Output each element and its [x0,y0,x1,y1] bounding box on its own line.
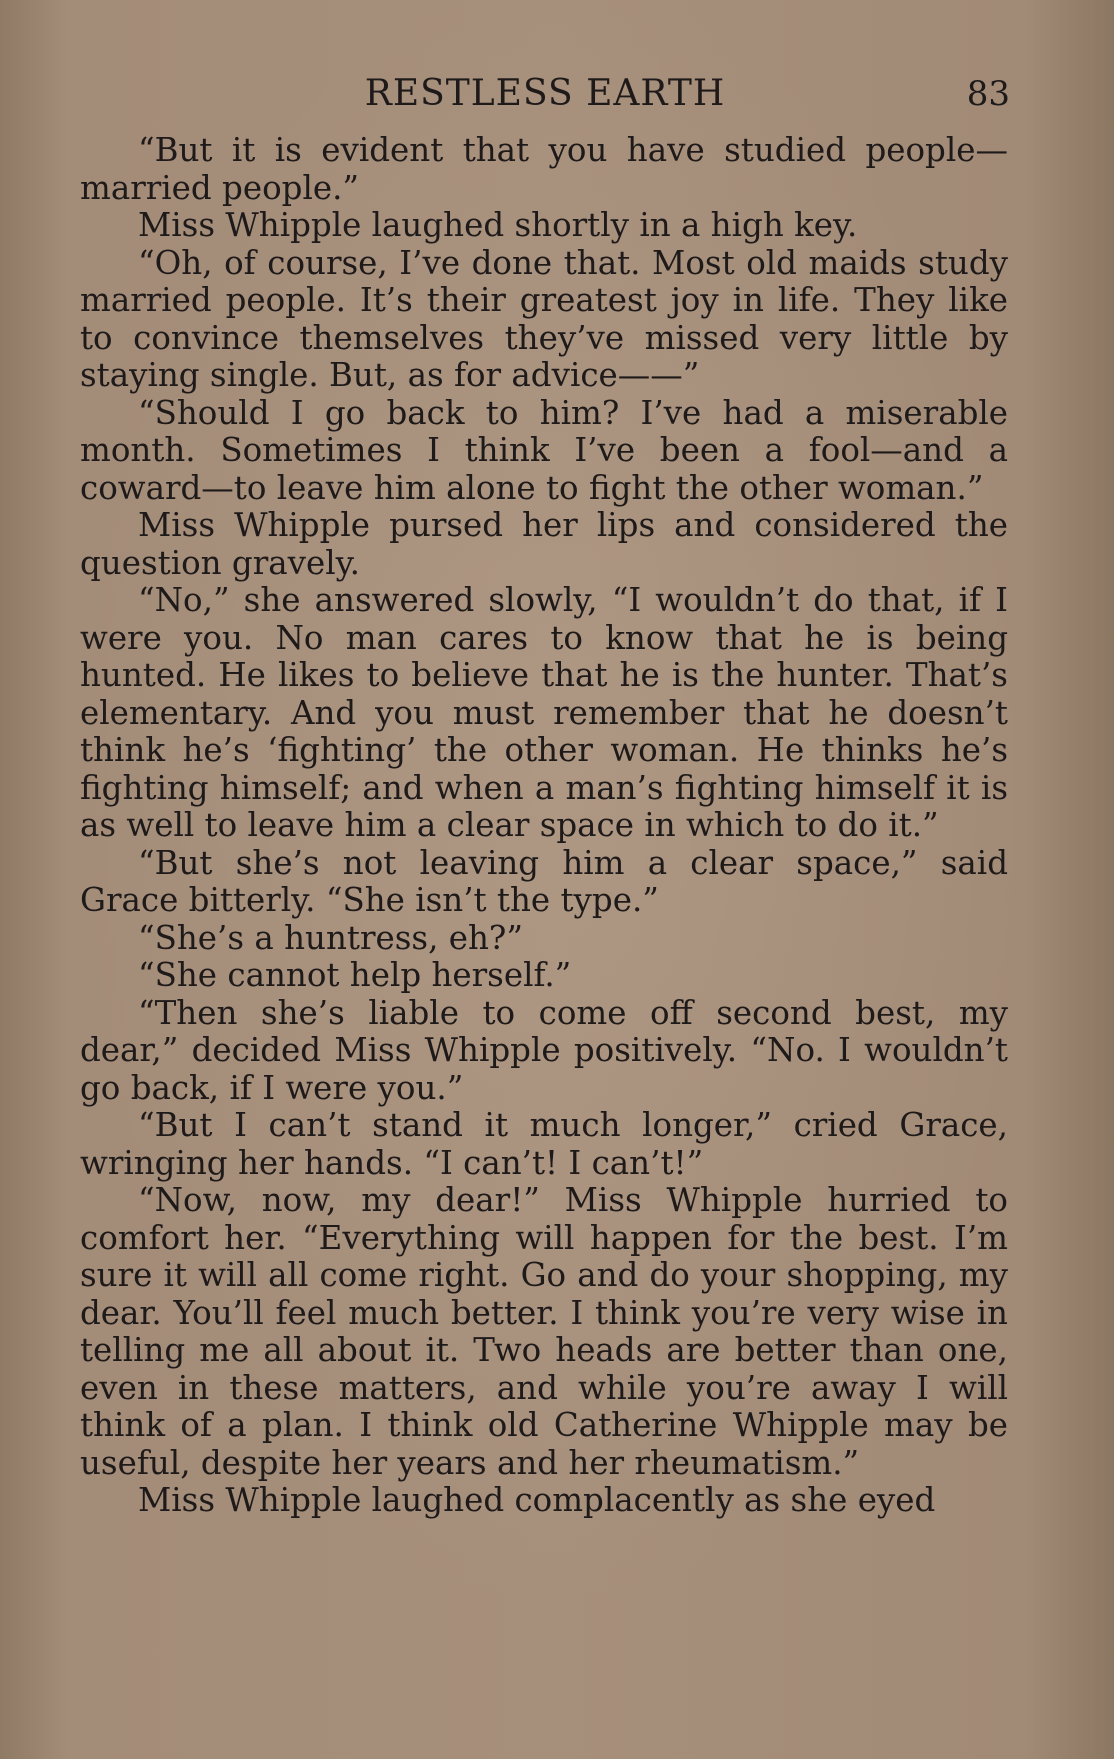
paragraph: “Oh, of course, I’ve done that. Most old maids study married people. It’s their greatest joy in life. They like to convince themselves they’ve missed very little by staying single. But, as for advice——” [80,243,1008,394]
paragraph: “Now, now, my dear!” Miss Whipple hurried to comfort her. “Everything will happen for the best. I’m sure it will all come right. Go and do your shopping, my dear. You’ll feel much better. I think you’re very wise in telling me all about it. Two heads are better than one, even in these matters, and while you’re away I will think of a plan. I think old Catherine Whipple may be useful, despite her years and her rheumatism.” [80,1181,1008,1482]
paragraph: “Then she’s liable to come off second best, my dear,” decided Miss Whipple positively. “No. I wouldn’t go back, if I were you.” [80,993,1008,1107]
paragraph: “She cannot help herself.” [138,956,572,994]
running-title: RESTLESS EARTH [364,73,726,114]
page-number: 83 [966,74,1010,114]
paragraph: “She’s a huntress, eh?” [138,918,523,957]
paragraph: “But she’s not leaving him a clear space,” said Grace bitterly. “She isn’t the type.” [80,843,1008,919]
page-header [80,72,1010,116]
body-text [80,132,1008,1520]
paragraph: “But it is evident that you have studied people—married people.” [80,131,1008,207]
paragraph: “But I can’t stand it much longer,” cried Grace, wringing her hands. “I can’t! I can’t!” [80,1106,1008,1182]
paragraph: Miss Whipple laughed complacently as she eyed [138,1481,936,1519]
paragraph: “Should I go back to him? I’ve had a miserable month. Sometimes I think I’ve been a fool—and a coward—to leave him alone to fight the other woman.” [80,393,1008,507]
paragraph: “No,” she answered slowly, “I wouldn’t do that, if I were you. No man cares to know that he is being hunted. He likes to believe that he is the hunter. That’s elementary. And you must remember that he doesn’t think he’s ‘fighting’ the other woman. He thinks he’s fighting himself; and when a man’s fighting himself it is as well to leave him a clear space in which to do it.” [80,581,1008,844]
paragraph: Miss Whipple pursed her lips and considered the question gravely. [80,506,1008,582]
paragraph: Miss Whipple laughed shortly in a high key. [138,206,858,244]
